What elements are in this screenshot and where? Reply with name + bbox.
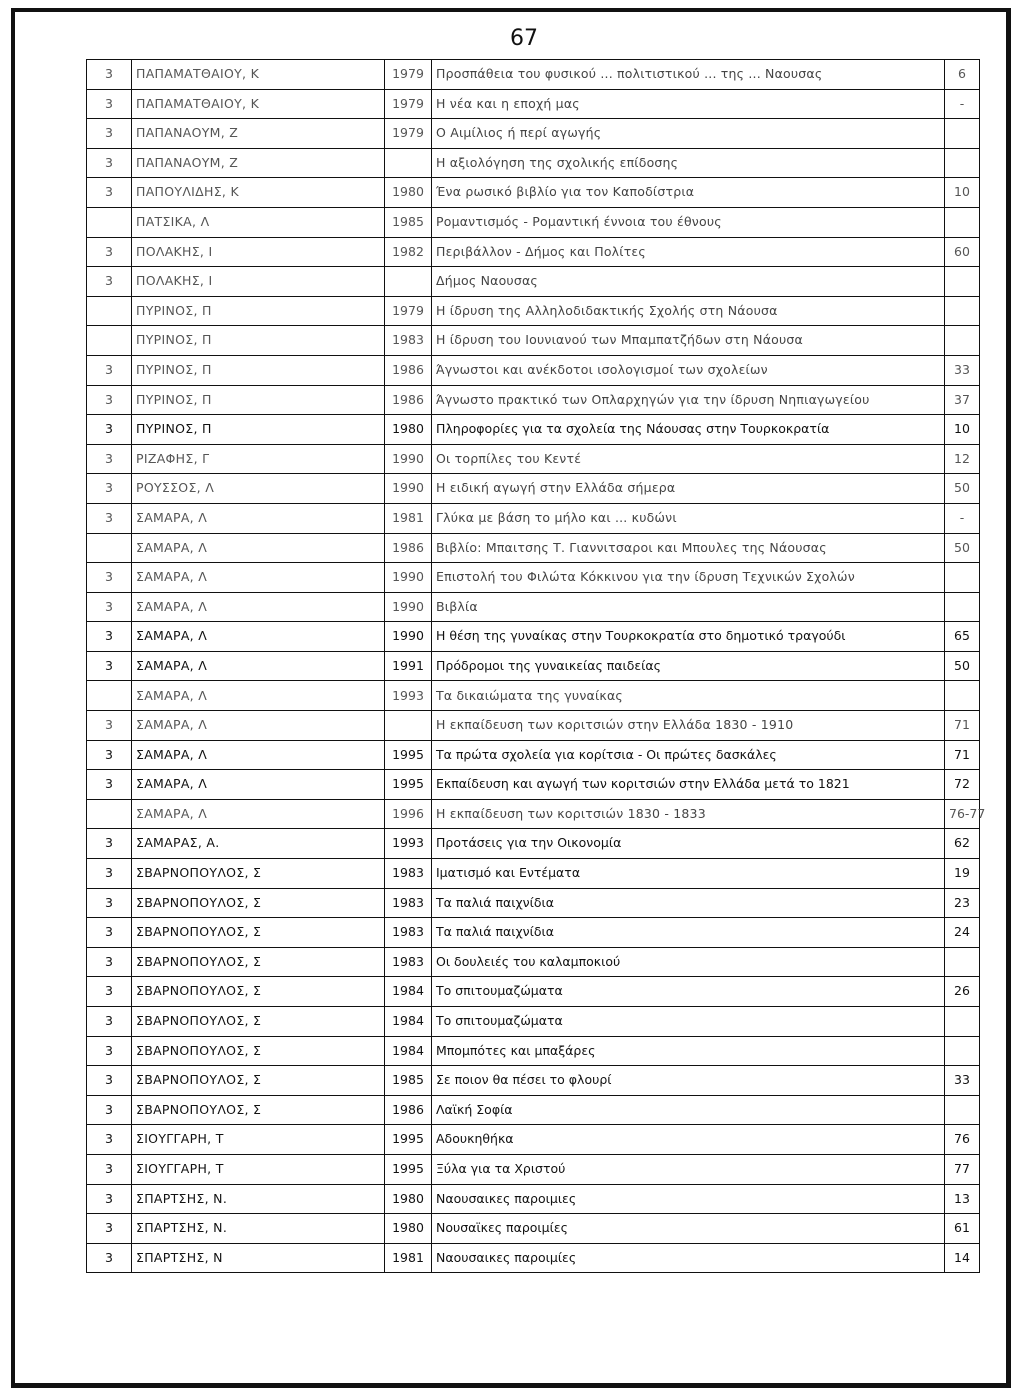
author-cell: ΣΠΑΡΤΣΗΣ, Ν (132, 1243, 385, 1273)
table-row (87, 740, 980, 770)
year-cell (385, 711, 432, 741)
page-cell: 33 (945, 1066, 980, 1096)
year-cell: 1979 (385, 119, 432, 149)
year-cell: 1986 (385, 385, 432, 415)
title-cell: Προτάσεις για την Οικονομία (432, 829, 945, 859)
page-cell: 12 (945, 444, 980, 474)
volume-cell: 3 (87, 829, 132, 859)
page-cell (945, 947, 980, 977)
year-cell: 1986 (385, 1095, 432, 1125)
year-cell: 1980 (385, 1214, 432, 1244)
volume-cell (87, 326, 132, 356)
year-cell: 1984 (385, 1007, 432, 1037)
page-cell: 50 (945, 651, 980, 681)
author-cell: ΡΟΥΣΣΟΣ, Λ (132, 474, 385, 504)
year-cell: 1995 (385, 1154, 432, 1184)
table-row (87, 799, 980, 829)
author-cell: ΠΥΡΙΝΟΣ, Π (132, 385, 385, 415)
year-cell: 1995 (385, 740, 432, 770)
author-cell: ΠΥΡΙΝΟΣ, Π (132, 326, 385, 356)
author-cell: ΣΑΜΑΡΑ, Λ (132, 770, 385, 800)
page-cell (945, 1036, 980, 1066)
author-cell: ΠΥΡΙΝΟΣ, Π (132, 355, 385, 385)
title-cell: Νουσαϊκες παροιμίες (432, 1214, 945, 1244)
title-cell: Το σπιτουμαζώματα (432, 1007, 945, 1037)
title-cell: Ξύλα για τα Χριστού (432, 1154, 945, 1184)
title-cell: Η αξιολόγηση της σχολικής επίδοσης (432, 148, 945, 178)
volume-cell: 3 (87, 1007, 132, 1037)
author-cell: ΣΑΜΑΡΑ, Λ (132, 592, 385, 622)
year-cell: 1982 (385, 237, 432, 267)
page-cell: 76 (945, 1125, 980, 1155)
table-row (87, 1154, 980, 1184)
volume-cell: 3 (87, 711, 132, 741)
title-cell: Τα παλιά παιχνίδια (432, 918, 945, 948)
author-cell: ΣΠΑΡΤΣΗΣ, Ν. (132, 1214, 385, 1244)
page-cell (945, 326, 980, 356)
table-row (87, 533, 980, 563)
title-cell: Μπομπότες και μπαξάρες (432, 1036, 945, 1066)
table-row (87, 503, 980, 533)
volume-cell: 3 (87, 355, 132, 385)
year-cell: 1993 (385, 681, 432, 711)
volume-cell: 3 (87, 1095, 132, 1125)
author-cell: ΣΒΑΡΝΟΠΟΥΛΟΣ, Σ (132, 1036, 385, 1066)
author-cell: ΠΑΠΑΜΑΤΘΑΙΟΥ, Κ (132, 89, 385, 119)
author-cell: ΣΑΜΑΡΑ, Λ (132, 563, 385, 593)
year-cell: 1981 (385, 1243, 432, 1273)
page-cell: 50 (945, 533, 980, 563)
page-cell: 77 (945, 1154, 980, 1184)
year-cell: 1990 (385, 592, 432, 622)
page-cell: 62 (945, 829, 980, 859)
table-row (87, 1214, 980, 1244)
table-row (87, 60, 980, 90)
title-cell: Ιματισμό και Εντέματα (432, 859, 945, 889)
volume-cell: 3 (87, 1066, 132, 1096)
volume-cell: 3 (87, 563, 132, 593)
year-cell: 1979 (385, 296, 432, 326)
year-cell: 1985 (385, 207, 432, 237)
year-cell: 1980 (385, 1184, 432, 1214)
table-row (87, 711, 980, 741)
author-cell: ΣΙΟΥΓΓΑΡΗ, Τ (132, 1154, 385, 1184)
page-cell (945, 207, 980, 237)
page-cell: 50 (945, 474, 980, 504)
title-cell: Τα παλιά παιχνίδια (432, 888, 945, 918)
author-cell: ΠΑΤΣΙΚΑ, Λ (132, 207, 385, 237)
page-cell (945, 1007, 980, 1037)
volume-cell: 3 (87, 60, 132, 90)
year-cell: 1984 (385, 977, 432, 1007)
table-row (87, 1036, 980, 1066)
volume-cell: 3 (87, 1125, 132, 1155)
title-cell: Ένα ρωσικό βιβλίο για τον Καποδίστρια (432, 178, 945, 208)
year-cell: 1983 (385, 947, 432, 977)
author-cell: ΣΑΜΑΡΑΣ, Α. (132, 829, 385, 859)
table-row (87, 1184, 980, 1214)
table-row (87, 296, 980, 326)
table-row (87, 237, 980, 267)
year-cell: 1995 (385, 770, 432, 800)
title-cell: Οι δουλειές του καλαμποκιού (432, 947, 945, 977)
author-cell: ΣΒΑΡΝΟΠΟΥΛΟΣ, Σ (132, 947, 385, 977)
year-cell: 1983 (385, 888, 432, 918)
table-row (87, 326, 980, 356)
year-cell: 1985 (385, 1066, 432, 1096)
author-cell: ΣΑΜΑΡΑ, Λ (132, 503, 385, 533)
volume-cell: 3 (87, 651, 132, 681)
table-row (87, 1066, 980, 1096)
table-row (87, 622, 980, 652)
volume-cell: 3 (87, 415, 132, 445)
title-cell: Προσπάθεια του φυσικού ... πολιτιστικού ... της ... Ναουσας (432, 60, 945, 90)
year-cell: 1979 (385, 89, 432, 119)
title-cell: Οι τορπίλες του Κεντέ (432, 444, 945, 474)
volume-cell: 3 (87, 444, 132, 474)
author-cell: ΣΒΑΡΝΟΠΟΥΛΟΣ, Σ (132, 918, 385, 948)
year-cell: 1983 (385, 918, 432, 948)
volume-cell: 3 (87, 1214, 132, 1244)
year-cell: 1990 (385, 622, 432, 652)
page-cell: - (945, 89, 980, 119)
title-cell: Τα πρώτα σχολεία για κορίτσια - Οι πρώτες δασκάλες (432, 740, 945, 770)
table-row (87, 918, 980, 948)
page-cell: 65 (945, 622, 980, 652)
table-row (87, 592, 980, 622)
volume-cell (87, 296, 132, 326)
page-cell: 23 (945, 888, 980, 918)
volume-cell: 3 (87, 474, 132, 504)
title-cell: Περιβάλλον - Δήμος και Πολίτες (432, 237, 945, 267)
volume-cell (87, 681, 132, 711)
title-cell: Πληροφορίες για τα σχολεία της Νάουσας στην Τουρκοκρατία (432, 415, 945, 445)
page-cell (945, 296, 980, 326)
volume-cell: 3 (87, 1184, 132, 1214)
title-cell: Επιστολή του Φιλώτα Κόκκινου για την ίδρυση Τεχνικών Σχολών (432, 563, 945, 593)
page-cell: 14 (945, 1243, 980, 1273)
year-cell: 1990 (385, 444, 432, 474)
volume-cell: 3 (87, 267, 132, 297)
page-cell: - (945, 503, 980, 533)
year-cell (385, 267, 432, 297)
page-cell: 10 (945, 415, 980, 445)
author-cell: ΣΒΑΡΝΟΠΟΥΛΟΣ, Σ (132, 859, 385, 889)
title-cell: Η ίδρυση του Ιουνιανού των Μπαμπατζήδων στη Νάουσα (432, 326, 945, 356)
title-cell: Το σπιτουμαζώματα (432, 977, 945, 1007)
page-cell (945, 267, 980, 297)
page-cell (945, 681, 980, 711)
author-cell: ΣΒΑΡΝΟΠΟΥΛΟΣ, Σ (132, 977, 385, 1007)
page-cell: 76-77 (945, 799, 980, 829)
table-row (87, 563, 980, 593)
year-cell (385, 148, 432, 178)
year-cell: 1996 (385, 799, 432, 829)
title-cell: Ρομαντισμός - Ρομαντική έννοια του έθνους (432, 207, 945, 237)
year-cell: 1991 (385, 651, 432, 681)
title-cell: Ναουσαικες παροιμιες (432, 1184, 945, 1214)
volume-cell: 3 (87, 622, 132, 652)
page-cell (945, 148, 980, 178)
author-cell: ΣΑΜΑΡΑ, Λ (132, 533, 385, 563)
title-cell: Τα δικαιώματα της γυναίκας (432, 681, 945, 711)
title-cell: Η ίδρυση της Αλληλοδιδακτικής Σχολής στη Νάουσα (432, 296, 945, 326)
author-cell: ΣΙΟΥΓΓΑΡΗ, Τ (132, 1125, 385, 1155)
title-cell: Γλύκα με βάση το μήλο και ... κυδώνι (432, 503, 945, 533)
page-cell: 37 (945, 385, 980, 415)
table-row (87, 770, 980, 800)
page-cell: 26 (945, 977, 980, 1007)
table-row (87, 681, 980, 711)
volume-cell: 3 (87, 740, 132, 770)
author-cell: ΠΑΠΟΥΛΙΔΗΣ, Κ (132, 178, 385, 208)
year-cell: 1986 (385, 533, 432, 563)
table-row (87, 859, 980, 889)
page-cell: 10 (945, 178, 980, 208)
author-cell: ΠΥΡΙΝΟΣ, Π (132, 415, 385, 445)
title-cell: Πρόδρομοι της γυναικείας παιδείας (432, 651, 945, 681)
title-cell: Ναουσαικες παροιμίες (432, 1243, 945, 1273)
table-row (87, 207, 980, 237)
table-row (87, 829, 980, 859)
author-cell: ΣΑΜΑΡΑ, Λ (132, 711, 385, 741)
page-number: 67 (510, 26, 538, 51)
title-cell: Άγνωστοι και ανέκδοτοι ισολογισμοί των σχολείων (432, 355, 945, 385)
title-cell: Δήμος Ναουσας (432, 267, 945, 297)
page-cell: 6 (945, 60, 980, 90)
volume-cell: 3 (87, 947, 132, 977)
table-row (87, 119, 980, 149)
year-cell: 1990 (385, 563, 432, 593)
page-cell: 72 (945, 770, 980, 800)
table-row (87, 1007, 980, 1037)
author-cell: ΣΑΜΑΡΑ, Λ (132, 799, 385, 829)
year-cell: 1983 (385, 326, 432, 356)
author-cell: ΣΑΜΑΡΑ, Λ (132, 740, 385, 770)
page-cell: 33 (945, 355, 980, 385)
year-cell: 1983 (385, 859, 432, 889)
title-cell: Βιβλία (432, 592, 945, 622)
title-cell: Η ειδική αγωγή στην Ελλάδα σήμερα (432, 474, 945, 504)
table-row (87, 1095, 980, 1125)
title-cell: Η εκπαίδευση των κοριτσιών στην Ελλάδα 1830 - 1910 (432, 711, 945, 741)
year-cell: 1995 (385, 1125, 432, 1155)
year-cell: 1986 (385, 355, 432, 385)
author-cell: ΣΑΜΑΡΑ, Λ (132, 651, 385, 681)
author-cell: ΣΑΜΑΡΑ, Λ (132, 622, 385, 652)
table-row (87, 444, 980, 474)
volume-cell: 3 (87, 859, 132, 889)
table-row (87, 1125, 980, 1155)
author-cell: ΣΒΑΡΝΟΠΟΥΛΟΣ, Σ (132, 1007, 385, 1037)
volume-cell: 3 (87, 178, 132, 208)
table-row (87, 651, 980, 681)
author-cell: ΣΒΑΡΝΟΠΟΥΛΟΣ, Σ (132, 1066, 385, 1096)
table-row (87, 947, 980, 977)
table-row (87, 148, 980, 178)
page-cell: 19 (945, 859, 980, 889)
title-cell: Σε ποιον θα πέσει το φλουρί (432, 1066, 945, 1096)
page-cell: 24 (945, 918, 980, 948)
author-cell: ΡΙΖΑΦΗΣ, Γ (132, 444, 385, 474)
title-cell: Λαϊκή Σοφία (432, 1095, 945, 1125)
page-cell: 71 (945, 711, 980, 741)
table-row (87, 415, 980, 445)
volume-cell: 3 (87, 89, 132, 119)
title-cell: Άγνωστο πρακτικό των Οπλαρχηγών για την ίδρυση Νηπιαγωγείου (432, 385, 945, 415)
volume-cell: 3 (87, 977, 132, 1007)
bibliography-table (86, 59, 986, 1273)
title-cell: Η νέα και η εποχή μας (432, 89, 945, 119)
page-cell: 13 (945, 1184, 980, 1214)
page-cell (945, 592, 980, 622)
table-row (87, 1243, 980, 1273)
page-cell: 61 (945, 1214, 980, 1244)
table-row (87, 355, 980, 385)
volume-cell: 3 (87, 503, 132, 533)
table-row (87, 888, 980, 918)
author-cell: ΠΑΠΑΝΑΟΥΜ, Ζ (132, 148, 385, 178)
page-cell (945, 563, 980, 593)
table-row (87, 385, 980, 415)
title-cell: Η εκπαίδευση των κοριτσιών 1830 - 1833 (432, 799, 945, 829)
table-row (87, 267, 980, 297)
year-cell: 1990 (385, 474, 432, 504)
volume-cell: 3 (87, 592, 132, 622)
author-cell: ΠΑΠΑΜΑΤΘΑΙΟΥ, Κ (132, 60, 385, 90)
author-cell: ΠΟΛΑΚΗΣ, Ι (132, 267, 385, 297)
page-cell: 71 (945, 740, 980, 770)
volume-cell: 3 (87, 1154, 132, 1184)
volume-cell: 3 (87, 888, 132, 918)
page-cell (945, 119, 980, 149)
title-cell: Η θέση της γυναίκας στην Τουρκοκρατία στο δημοτικό τραγούδι (432, 622, 945, 652)
volume-cell: 3 (87, 770, 132, 800)
title-cell: Βιβλίο: Μπαιτσης Τ. Γιαννιτσαροι και Μπουλες της Νάουσας (432, 533, 945, 563)
title-cell: Αδουκηθήκα (432, 1125, 945, 1155)
author-cell: ΣΠΑΡΤΣΗΣ, Ν. (132, 1184, 385, 1214)
title-cell: Ο Αιμίλιος ή περί αγωγής (432, 119, 945, 149)
table-row (87, 178, 980, 208)
author-cell: ΠΟΛΑΚΗΣ, Ι (132, 237, 385, 267)
volume-cell: 3 (87, 1243, 132, 1273)
table-row (87, 89, 980, 119)
volume-cell: 3 (87, 119, 132, 149)
table-row (87, 977, 980, 1007)
table-row (87, 474, 980, 504)
year-cell: 1981 (385, 503, 432, 533)
author-cell: ΣΑΜΑΡΑ, Λ (132, 681, 385, 711)
author-cell: ΣΒΑΡΝΟΠΟΥΛΟΣ, Σ (132, 1095, 385, 1125)
year-cell: 1993 (385, 829, 432, 859)
author-cell: ΠΑΠΑΝΑΟΥΜ, Ζ (132, 119, 385, 149)
year-cell: 1984 (385, 1036, 432, 1066)
year-cell: 1979 (385, 60, 432, 90)
author-cell: ΣΒΑΡΝΟΠΟΥΛΟΣ, Σ (132, 888, 385, 918)
volume-cell (87, 207, 132, 237)
volume-cell: 3 (87, 918, 132, 948)
volume-cell (87, 533, 132, 563)
title-cell: Εκπαίδευση και αγωγή των κοριτσιών στην Ελλάδα μετά το 1821 (432, 770, 945, 800)
volume-cell: 3 (87, 1036, 132, 1066)
volume-cell: 3 (87, 237, 132, 267)
volume-cell (87, 799, 132, 829)
author-cell: ΠΥΡΙΝΟΣ, Π (132, 296, 385, 326)
volume-cell: 3 (87, 385, 132, 415)
year-cell: 1980 (385, 415, 432, 445)
page-cell (945, 1095, 980, 1125)
page-cell: 60 (945, 237, 980, 267)
year-cell: 1980 (385, 178, 432, 208)
volume-cell: 3 (87, 148, 132, 178)
